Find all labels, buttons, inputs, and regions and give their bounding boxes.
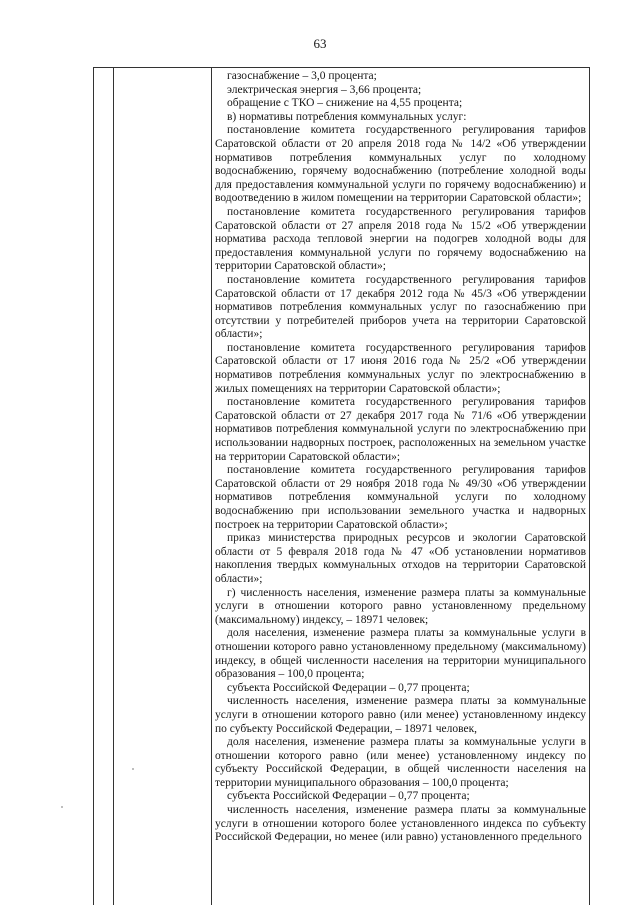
scan-speck (132, 768, 134, 770)
paragraph: субъекта Российской Федерации – 0,77 процента; (227, 681, 470, 694)
paragraph: постановление комитета государственного регулирования тарифов Саратовской области от 27 декабря 2017 года № 71/6 «Об утверждении нормативов потребления коммунальной услуги по электроснабжению при использовании надворных построек, расположенных на земельном участке на территории Саратовской области»; (215, 396, 586, 463)
document-table (93, 67, 590, 905)
paragraph: численность населения, изменение размера платы за коммунальные услуги в отношении которого более установленного индекса по субъекту Российской Федерации, но менее (или равно) установленного предельного (215, 804, 586, 844)
paragraph: газоснабжение – 3,0 процента; (227, 70, 377, 82)
table-column-divider (211, 68, 212, 905)
paragraph: постановление комитета государственного регулирования тарифов Саратовской области от 29 ноября 2018 года № 49/30 «Об утверждении нормативов потребления коммунальной услуги по холодному водоснабжению при использовании земельного участка и надворных построек на территории Саратовской области»; (215, 464, 586, 531)
paragraph: постановление комитета государственного регулирования тарифов Саратовской области от 27 апреля 2018 года № 15/2 «Об утверждении норматива расхода тепловой энергии на подогрев холодной воды для предоставления коммунальной услуги по горячему водоснабжению на территории Саратовской области»; (215, 205, 586, 273)
table-column-divider (113, 68, 114, 905)
paragraph: постановление комитета государственного регулирования тарифов Саратовской области от 17 декабря 2012 года № 45/3 «Об утверждении нормативов потребления коммунальных услуг по газоснабжению при отсутствии у потребителей приборов учета на территории Саратовской области»; (215, 273, 586, 341)
paragraph: приказ министерства природных ресурсов и экологии Саратовской области от 5 февраля 2018 года № 47 «Об установлении нормативов накопления твердых коммунальных отходов на территории Саратовской области»; (215, 532, 586, 585)
paragraph: численность населения, изменение размера платы за коммунальные услуги в отношении которого равно (или менее) установленному индексу по субъекту Российской Федерации, – 18971 человек, (215, 695, 586, 735)
paragraph: г) численность населения, изменение размера платы за коммунальные услуги в отношении которого равно установленному предельному (максимальному) индексу, – 18971 человек; (215, 586, 586, 626)
paragraph: доля населения, изменение размера платы за коммунальные услуги в отношении которого равно установленному предельному (максимальному) индексу, в общей численности населения на территории муниципального образования – 100,0 процента; (215, 627, 586, 681)
table-content-cell (215, 70, 586, 845)
paragraph: постановление комитета государственного регулирования тарифов Саратовской области от 20 апреля 2018 года № 14/2 «Об утверждении нормативов потребления коммунальных услуг по холодному водоснабжению, горячему водоснабжению (потребление холодной воды для предоставления коммунальной услуги по горячему водоснабжению) и водоотведению в жилом помещении на территории Саратовской области»; (215, 124, 586, 205)
paragraph: субъекта Российской Федерации – 0,77 процента; (227, 790, 470, 803)
paragraph: обращение с ТКО – снижение на 4,55 процента; (227, 97, 463, 110)
paragraph: доля населения, изменение размера платы за коммунальные услуги в отношении которого равно (или менее) установленному индексу по субъекту Российской Федерации, в общей численности населения на территории муниципального образования – 100,0 процента; (215, 736, 586, 789)
paragraph: электрическая энергия – 3,66 процента; (227, 83, 422, 96)
paragraph: постановление комитета государственного регулирования тарифов Саратовской области от 17 июня 2016 года № 25/2 «Об утверждении нормативов потребления коммунальных услуг по электроснабжению в жилых помещениях на территории Саратовской области»; (215, 341, 586, 395)
scan-speck (61, 806, 63, 808)
page-number: 63 (313, 36, 327, 51)
paragraph: в) нормативы потребления коммунальных услуг: (227, 110, 467, 123)
